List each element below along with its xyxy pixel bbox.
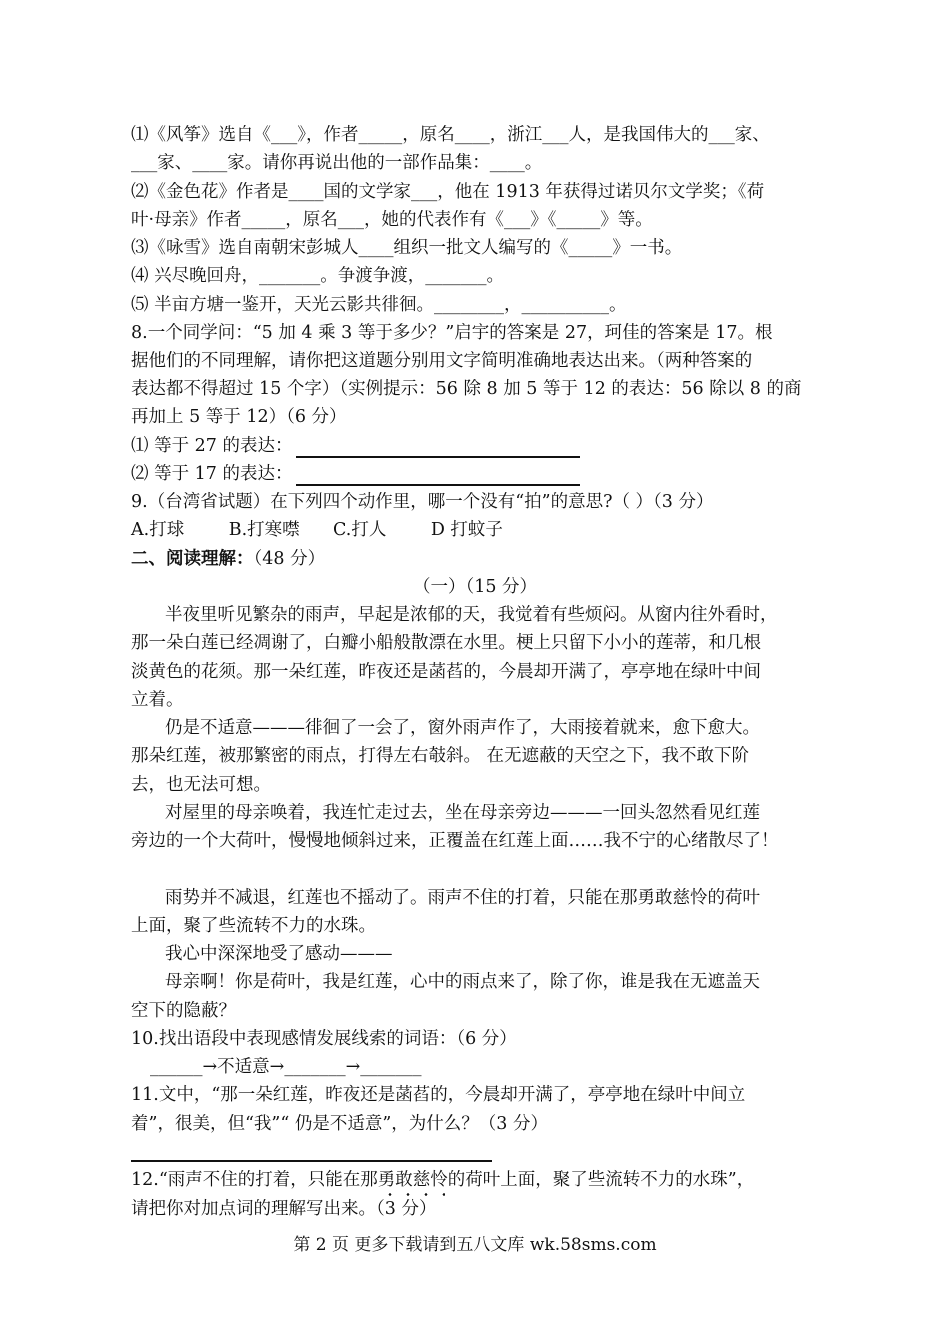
- text-line: 请把你对加点词的理解写出来。（3 分）: [131, 1199, 437, 1219]
- answer-17-label: ⑵ 等于 17 的表达：: [131, 464, 293, 484]
- question-9-text: 9.（台湾省试题）在下列四个动作里，哪一个没有“拍”的意思?（ ）（3 分）: [131, 492, 714, 512]
- text-line: ⑵《金色花》作者是____国的文学家___，他在 1913 年获得过诺贝尔文学奖；《荷: [131, 182, 765, 202]
- text-span: 的荷叶上面，聚了些流转不力的水珠”，: [447, 1170, 755, 1190]
- text-line: ⑷ 兴尽晚回舟，_______。争渡争渡，_______。: [131, 266, 505, 286]
- section-heading: [131, 545, 325, 573]
- section-score: （48 分）: [253, 549, 326, 569]
- text-line: 表达都不得超过 15 个字）（实例提示：56 除 8 加 5 等于 12 的表达：56 除以 8 的商: [131, 379, 802, 399]
- question-10-blanks: ______→不适意→_______→_______: [150, 1057, 422, 1077]
- text-line: 再加上 5 等于 12）（6 分）: [131, 407, 347, 427]
- passage-line: 对屋里的母亲唤着，我连忙走过去，坐在母亲旁边———一回头忽然看见红莲: [165, 803, 760, 823]
- passage-line: 那朵红莲，被那繁密的雨点，打得左右攲斜。 在无遮蔽的天空之下，我不敢下阶: [131, 746, 750, 766]
- text-line: 叶·母亲》作者_____，原名___，她的代表作有《___》《_____》等。: [131, 210, 653, 230]
- passage-subheading: （一）（15 分）: [412, 577, 538, 597]
- passage-line: 半夜里听见繁杂的雨声，早起是浓郁的天，我觉着有些烦闷。从窗内往外看时，: [165, 605, 778, 625]
- question-12-text: [131, 1166, 754, 1194]
- passage-line: 那一朵白莲已经凋谢了，白瓣小船般散漂在水里。梗上只留下小小的莲蒂，和几根: [131, 633, 761, 653]
- passage-line: 去，也无法可想。: [131, 775, 271, 795]
- passage-line: 上面，聚了些流转不力的水珠。: [131, 916, 376, 936]
- answer-27-label: ⑴ 等于 27 的表达：: [131, 436, 293, 456]
- passage-line: 仍是不适意———徘徊了一会了，窗外雨声作了，大雨接着就来，愈下愈大。: [165, 718, 760, 738]
- text-line: ⑶《咏雪》选自南朝宋彭城人____组织一批文人编写的《_____》一书。: [131, 238, 683, 258]
- question-9-options: A.打球 B.打寒噤 C.打人 D 打蚊子: [131, 520, 503, 540]
- passage-line: 雨势并不减退，红莲也不摇动了。雨声不住的打着，只能在那勇敢慈怜的荷叶: [165, 888, 760, 908]
- passage-line: 母亲啊！你是荷叶，我是红莲，心中的雨点来了，除了你，谁是我在无遮盖天: [165, 972, 760, 992]
- text-line: 着”，很美，但“我”“ 仍是不适意”，为什么？（3 分）: [131, 1114, 548, 1134]
- question-10-text: 10.找出语段中表现感情发展线索的词语：（6 分）: [131, 1029, 517, 1049]
- emphasized-word: 勇敢慈怜: [377, 1170, 448, 1190]
- answer-11-blank-line: [131, 1160, 492, 1162]
- passage-line: 我心中深深地受了感动———: [165, 944, 393, 964]
- text-span: 12.“雨声不住的打着，只能在那: [131, 1170, 378, 1190]
- passage-line: 空下的隐蔽？: [131, 1001, 236, 1021]
- passage-line: 立着。: [131, 690, 184, 710]
- section-title: 二、阅读理解：: [131, 549, 254, 569]
- text-line: 据他们的不同理解，请你把这道题分别用文字简明准确地表达出来。（两种答案的: [131, 351, 753, 371]
- text-line: ___家、____家。请你再说出他的一部作品集：____。: [131, 153, 543, 173]
- question-11-text: 11.文中，“那一朵红莲，昨夜还是菡萏的，今晨却开满了，亭亭地在绿叶中间立: [131, 1085, 746, 1105]
- answer-17-blank-line: [296, 484, 580, 486]
- text-line: ⑴《风筝》选自《___》，作者_____，原名____，浙江___人，是我国伟大的___家、: [131, 125, 770, 145]
- passage-line: 淡黄色的花须。那一朵红莲，昨夜还是菡萏的，今晨却开满了，亭亭地在绿叶中间: [131, 662, 761, 682]
- question-8-text: 8.一个同学问：“5 加 4 乘 3 等于多少？”启宇的答案是 27，珂佳的答案是 17。根: [131, 323, 773, 343]
- text-line: ⑸ 半亩方塘一鉴开，天光云影共徘徊。________，__________。: [131, 295, 627, 315]
- passage-line: 旁边的一个大荷叶，慢慢地倾斜过来，正覆盖在红莲上面……我不宁的心绪散尽了！: [131, 831, 779, 851]
- answer-27-blank-line: [296, 456, 580, 458]
- page-footer: 第 2 页 更多下载请到五八文库 wk.58sms.com: [293, 1235, 657, 1255]
